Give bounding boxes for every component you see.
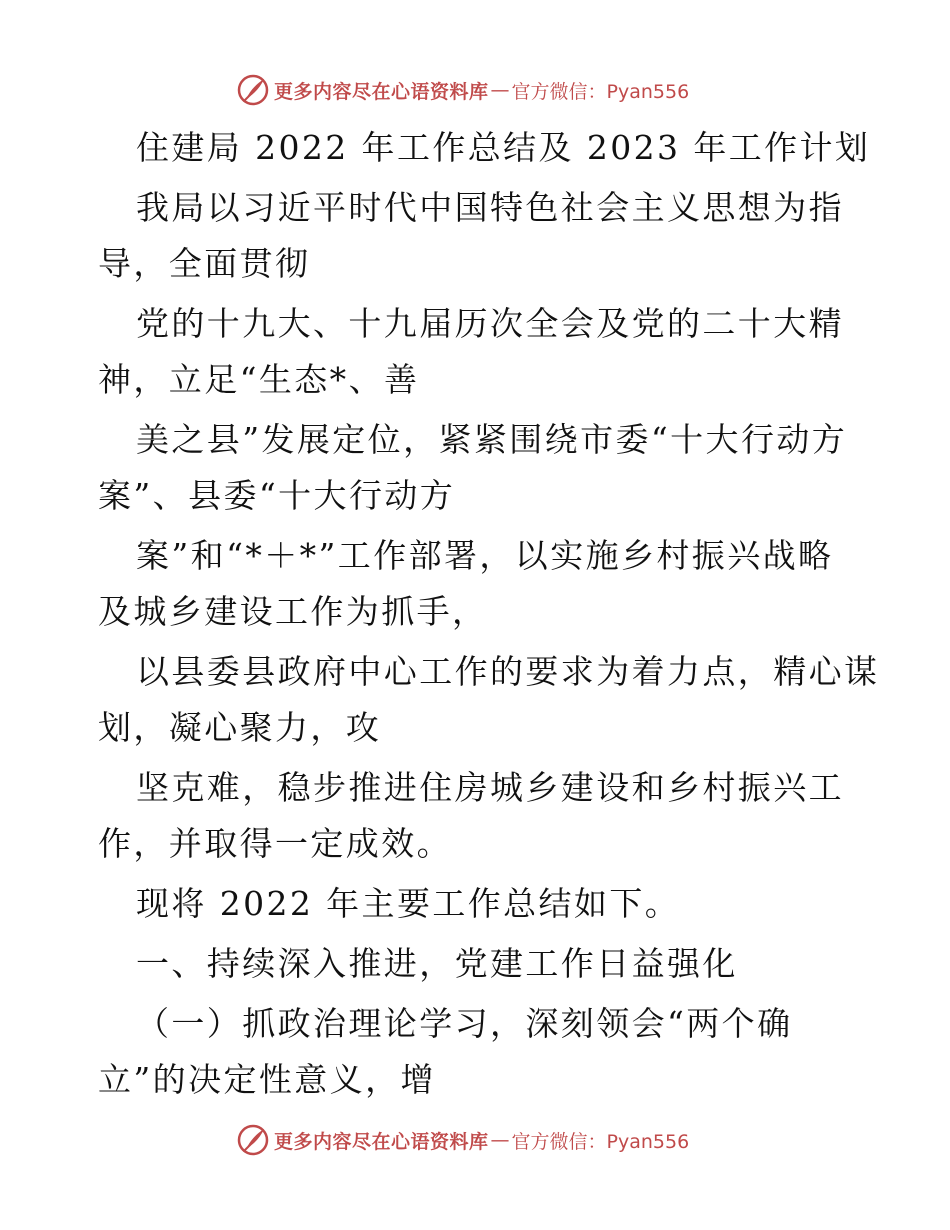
watermark-text: 更多内容尽在心语资料库 bbox=[274, 1130, 489, 1153]
paragraph-line: 现将 2022 年主要工作总结如下。 bbox=[136, 884, 681, 923]
watermark-text: 更多内容尽在心语资料库 bbox=[274, 80, 489, 103]
subsection-heading: （一）抓政治理论学习，深刻领会“两个确 bbox=[136, 1004, 793, 1043]
paragraph-line: 划，凝心聚力，攻 bbox=[98, 708, 382, 747]
section-heading: 一、持续深入推进，党建工作日益强化 bbox=[136, 944, 738, 983]
watermark-official-wechat: 官方微信：Pyan556 bbox=[511, 80, 690, 103]
paragraph-line: 以县委县政府中心工作的要求为着力点，精心谋 bbox=[136, 652, 880, 691]
paragraph-line: 案”和“*＋*”工作部署，以实施乡村振兴战略 bbox=[136, 536, 834, 575]
paragraph-line: 导，全面贯彻 bbox=[98, 244, 311, 283]
watermark-separator: — bbox=[490, 79, 510, 101]
paragraph-line: 坚克难，稳步推进住房城乡建设和乡村振兴工 bbox=[136, 768, 844, 807]
paragraph-line: 我局以习近平时代中国特色社会主义思想为指 bbox=[136, 188, 844, 227]
watermark-official-wechat: 官方微信：Pyan556 bbox=[511, 1130, 690, 1153]
document-title: 住建局 2022 年工作总结及 2023 年工作计划 bbox=[136, 128, 871, 167]
paragraph-line: 作，并取得一定成效。 bbox=[98, 824, 452, 863]
watermark-separator: — bbox=[490, 1129, 510, 1151]
paragraph-line: 立”的决定性意义，增 bbox=[98, 1060, 436, 1099]
quill-circle-logo-icon bbox=[236, 1123, 270, 1157]
paragraph-line: 及城乡建设工作为抓手， bbox=[98, 592, 488, 631]
paragraph-line: 美之县”发展定位，紧紧围绕市委“十大行动方 bbox=[136, 420, 848, 459]
paragraph-line: 神，立足“生态*、善 bbox=[98, 360, 420, 399]
paragraph-line: 党的十九大、十九届历次全会及党的二十大精 bbox=[136, 304, 844, 343]
paragraph-line: 案”、县委“十大行动方 bbox=[98, 476, 456, 515]
footer-watermark bbox=[236, 1122, 689, 1158]
